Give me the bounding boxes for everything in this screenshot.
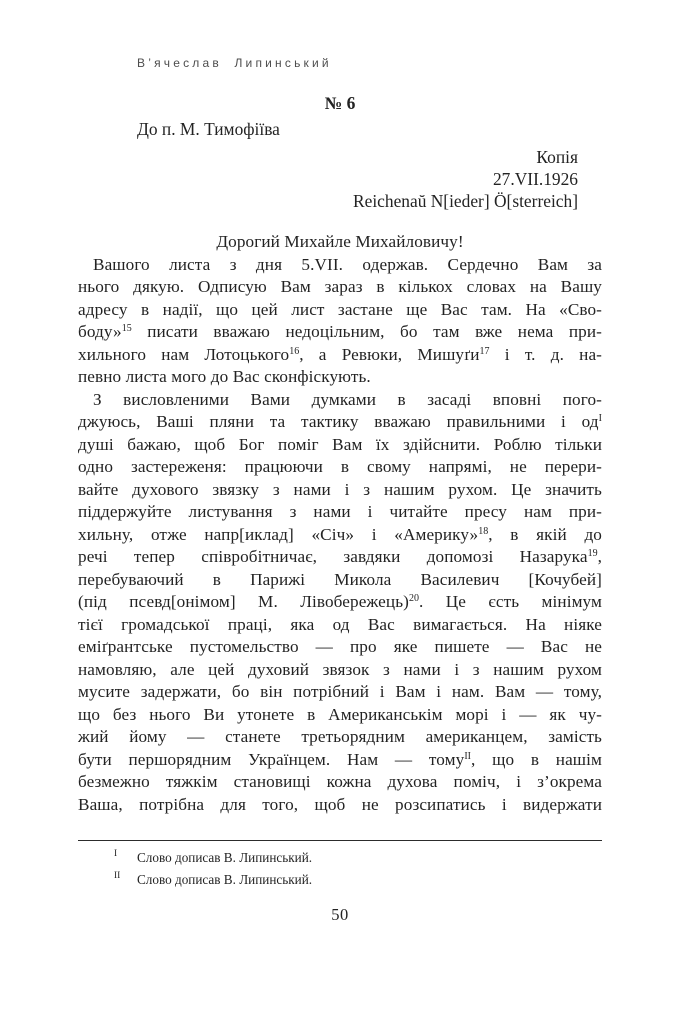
- footnote-reference: 17: [479, 345, 490, 357]
- footnote-marker: I: [114, 849, 118, 859]
- footnote-reference: 19: [587, 548, 598, 559]
- body-line: душі бажаю, щоб Бог поміг Вам їх здійснити. Роблю тільки: [78, 434, 602, 454]
- body-line: одно застереженя: працюючи в свому напрямі, не перери-: [78, 457, 602, 476]
- body-line: безмежно тяжкім становищі кожна духова поміч, і з’окрема: [78, 772, 602, 791]
- body-line: намовляю, але цей духовий звязок з нами і з нашим рухом: [78, 659, 602, 679]
- addressee-line: До п. М. Тимофіїва: [137, 119, 280, 139]
- footnote-reference: 18: [478, 525, 489, 537]
- body-line: Вашого листа з дня 5.VII. одержав. Сердечно Вам за: [93, 254, 602, 274]
- footnote-reference: 20: [408, 593, 419, 604]
- page-number: 50: [331, 905, 349, 924]
- footnote-divider: [78, 840, 602, 841]
- meta-copy-label: Копія: [536, 147, 578, 167]
- body-line: боду»$^{15}$ писати вважаю недоцільним, бо там вже нема при-: [78, 322, 602, 341]
- salutation: Дорогий Михайле Михайловичу!: [216, 232, 464, 251]
- footnotes: [78, 847, 602, 890]
- body-line: еміґрантське пустомельство — про яке пишете — Вас не: [78, 637, 602, 656]
- meta-date: 27.VII.1926: [492, 169, 578, 189]
- body-line: мусите задержати, бо він потрібний і Вам і нам. Вам — тому,: [78, 682, 602, 701]
- body-line: тієї громадської праці, яка од Вас вимагається. На ніяке: [78, 614, 602, 634]
- footnote-reference: I: [598, 413, 602, 424]
- footnote-text: Слово дописав В. Липинський.: [137, 871, 313, 887]
- footnote-reference: 15: [121, 323, 132, 334]
- body-line: піддержуйте листування з нами і читайте пресу нам при-: [78, 502, 602, 521]
- body-line: Ваша, потрібна для того, щоб не розсипатись і видержати: [78, 794, 602, 814]
- body-line: (під псевд[онімом] М. Лівобережець)$^{20}$. Це єсть мінімум: [78, 592, 602, 611]
- body-line: вайте духового звязку з нами і з нашим рухом. Це значить: [78, 479, 602, 499]
- letter-meta-block: [353, 146, 578, 212]
- body-line: певно листа мого до Вас сконфіскують.: [78, 367, 371, 386]
- footnote-item: [78, 847, 602, 869]
- body-line: З висловленими Вами думками в засаді вповні пого-: [93, 389, 602, 409]
- body-line: джуюсь, Ваші пляни та тактику вважаю правильними і од$^I$: [78, 412, 602, 431]
- body-line: нього дякую. Одписую Вам зараз в кількох словах на Вашу: [78, 277, 602, 296]
- body-line: перебуваючий в Парижі Микола Василевич [Кочубей]: [78, 569, 602, 589]
- body-line: бути першорядним Українцем. Нам — тому$^{II}$, що в нашім: [78, 749, 602, 769]
- letter-number: № 6: [324, 93, 356, 113]
- footnote-item: [78, 869, 602, 891]
- body-line: хильну, отже напр[иклад] «Січ» і «Америку»$^{18}$, в якій до: [78, 524, 602, 544]
- body-line: жий йому — станете третьорядним американцем, замість: [78, 727, 602, 746]
- body-line: адресу в надії, що цей лист застане ще Вас там. На «Сво-: [78, 299, 602, 319]
- footnote-text: Слово дописав В. Липинський.: [137, 850, 313, 865]
- body-line: що без нього Ви утонете в Американськім морі і — як чу-: [78, 704, 602, 724]
- running-header: В’ячеслав Липинський: [137, 56, 332, 70]
- footnote-reference: 16: [289, 345, 300, 357]
- letter-body: [78, 231, 602, 816]
- body-line: хильного нам Лотоцького$^{16}$, а Ревюки, Мишуґи$^{17}$ і т. д. на-: [78, 344, 603, 364]
- footnote-reference: II: [464, 750, 472, 762]
- footnote-marker: II: [114, 870, 121, 881]
- meta-place: Reichenaŭ N[ieder] Ö[sterreich]: [353, 191, 578, 211]
- body-line: речі тепер співробітничає, завдяки допомозі Назарука$^{19}$,: [78, 547, 602, 566]
